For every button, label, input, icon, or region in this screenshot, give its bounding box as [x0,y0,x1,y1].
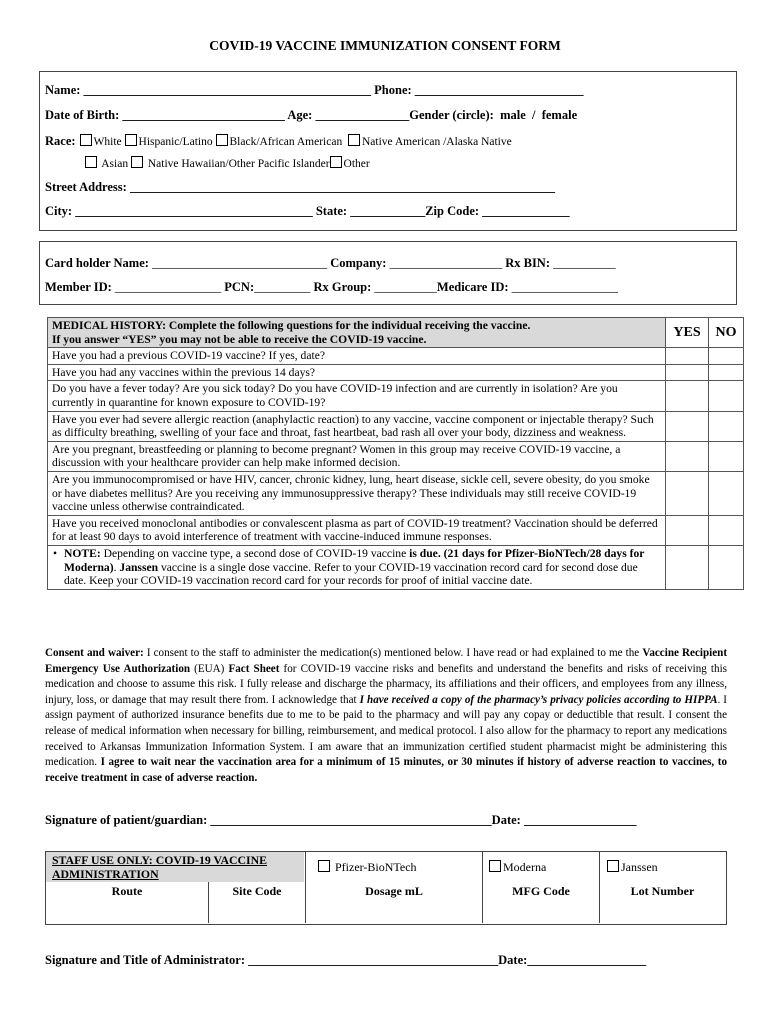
table-row [48,411,744,441]
admin-date-label: Date: [498,953,528,967]
note-text: Depending on vaccine type, a second dose of COVID-19 vaccine [100,546,410,560]
phone-label: Phone: [374,83,412,97]
question-text: Are you immunocompromised or have HIV, cancer, chronic kidney, lung, heart disease, sickle cell, severe obesity, do you smoke or have diabetes mellitus? Are you receiving any immunosuppressive therapy? These individuals may still receive COVID-19 vaccine unless otherwise contraindicated. [48,471,666,515]
note-dose-interval: is due. (21 days for Pfizer-BioNTech/28 days for Moderna) [64,546,645,574]
janssen-label: Janssen [621,860,658,874]
fact-sheet-text: Fact Sheet [228,662,280,675]
cardholder-label: Card holder Name: [45,256,149,270]
pfizer-label: Pfizer-BioNTech [335,860,417,874]
medical-header-line1: MEDICAL HISTORY: Complete the following questions for the individual receiving the vaccine. [52,319,531,332]
state-field[interactable]: ____________ [350,204,426,218]
yes-answer-cell[interactable] [666,364,709,381]
rxbin-label: Rx BIN: [505,256,550,270]
note-empty-cell [709,545,744,589]
staff-column-site: Site Code [232,884,282,898]
no-answer-cell[interactable] [709,471,744,515]
city-label: City: [45,204,73,218]
staff-vaccine-janssen [607,860,658,875]
patient-signature-label: Signature of patient/guardian: [45,813,208,827]
wait-agreement-text: I agree to wait near the vaccination area for a minimum of 15 minutes, or 30 minutes if history of adverse reaction to vaccines, to receive treatment in case of adverse reaction. [45,756,727,784]
company-label: Company: [330,256,387,270]
street-label: Street Address: [45,180,127,194]
name-label: Name: [45,83,81,97]
admin-signature-label: Signature and Title of Administrator: [45,953,246,967]
note-cell [48,545,666,589]
pfizer-checkbox[interactable] [318,860,330,872]
question-text: Have you had any vaccines within the previous 14 days? [48,364,666,381]
question-text: Have you ever had severe allergic reaction (anaphylactic reaction) to any vaccine, vaccine component or injectable therapy? Such as difficulty breathing, swelling of your face and throat, fast heartbeat, bad rash all over your body, dizziness and weakness. [48,411,666,441]
table-row [48,471,744,515]
gender-label: Gender (circle): [409,108,494,122]
rxgroup-field[interactable]: __________ [371,280,437,294]
medical-history-table [47,317,744,590]
bullet-icon: • [53,546,58,560]
hipaa-text: I have received a copy of the pharmacy’s privacy policies according to HIPPA [359,693,718,706]
rxbin-field[interactable]: __________ [550,256,616,270]
note-text: . [113,560,120,574]
race-row-2 [85,156,370,170]
dob-row [45,108,577,123]
no-header: NO [709,318,744,348]
race-other-label: Other [343,158,370,170]
moderna-label: Moderna [503,860,547,874]
race-asian-label: Asian [101,158,129,170]
yes-answer-cell[interactable] [666,515,709,545]
form-title: COVID-19 VACCINE IMMUNIZATION CONSENT FORM [209,38,561,53]
race-other-checkbox[interactable] [330,156,342,168]
question-text: Are you pregnant, breastfeeding or planning to become pregnant? Women in this group may receive COVID-19 vaccine, a discussion with your healthcare provider can help make informed decision. [48,441,666,471]
staff-vaccine-pfizer [318,860,417,875]
name-field[interactable]: ______________________________________________ [83,83,372,97]
no-answer-cell[interactable] [709,441,744,471]
consent-text: for COVID-19 vaccine risks and benefits and understand the benefits and risks of receiving this medication and choose to assume this risk. I fully release and discharge the pharmacy, its affiliations and their officers, and employees from any illness, injury, loss, or damage that may result there from. I acknowledge that [45,662,727,706]
consent-label: Consent and waiver: [45,647,144,659]
medicare-label: Medicare ID: [436,280,509,294]
admin-signature-row [45,953,646,968]
yes-answer-cell[interactable] [666,411,709,441]
no-answer-cell[interactable] [709,348,744,365]
no-answer-cell[interactable] [709,411,744,441]
table-row [48,348,744,365]
pcn-field[interactable]: _________ [254,280,311,294]
staff-title: STAFF USE ONLY: COVID-19 VACCINE ADMINISTRATION [52,853,268,881]
phone-field[interactable]: ___________________________ [414,83,584,97]
race-hawaiian-checkbox[interactable] [131,156,143,168]
note-row [48,545,744,589]
note-text: vaccine is a single dose vaccine. Refer to your COVID-19 vaccination record card for second dose due date. Keep your COVID-19 vaccination record card for your records for proof of initial vaccine date. [64,560,638,588]
race-black-label: Black/African American [229,136,343,148]
eua-text: Vaccine Recipient Emergency Use Authorization [45,647,728,675]
race-native-american-checkbox[interactable] [348,134,360,146]
question-text: Have you received monoclonal antibodies or convalescent plasma as part of COVID-19 treatment? Vaccination should be deferred for at least 90 days to avoid interference of treatment with vaccine-induced immune responses. [48,515,666,545]
janssen-checkbox[interactable] [607,860,619,872]
age-field[interactable]: _______________ [315,108,410,122]
consent-text: (EUA) [190,662,229,675]
admin-signature-field[interactable]: ________________________________________ [245,953,499,967]
street-field[interactable]: ____________________________________________________________________ [129,180,555,194]
patient-date-label: Date: [491,813,521,827]
yes-answer-cell[interactable] [666,471,709,515]
consent-paragraph [45,646,727,786]
consent-text: . I assign payment of authorized insurance benefits due to me to be paid to the pharmacy and will pay any copay or deductible that result. I consent the release of medical information when necessary for billing, reimbursement, and medical protocol. I also allow for the pharmacy to report any medications received to Arkansas Immunization Information System. I am aware that an immunization certified student pharmacist might be administering this medication. [45,693,727,769]
dob-label: Date of Birth: [45,108,120,122]
yes-answer-cell[interactable] [666,441,709,471]
race-native-american-label: Native American /Alaska Native [361,136,512,148]
table-row [48,364,744,381]
note-label: NOTE: [64,546,101,560]
medical-header [48,318,666,348]
patient-signature-row [45,813,636,828]
state-label: State: [315,204,348,218]
medical-header-line2: If you answer “YES” you may not be able to receive the COVID-19 vaccine. [52,332,427,346]
medicare-field[interactable]: _________________ [508,280,618,294]
yes-answer-cell[interactable] [666,348,709,365]
staff-vaccine-moderna [489,860,546,875]
dob-field[interactable]: __________________________ [122,108,285,122]
age-label: Age: [287,108,313,122]
patient-signature-field[interactable]: _____________________________________________ [207,813,492,827]
race-white-checkbox[interactable] [80,134,92,146]
yes-answer-cell[interactable] [666,381,709,411]
rxgroup-label: Rx Group: [313,280,372,294]
no-answer-cell[interactable] [709,364,744,381]
admin-date-field[interactable]: ___________________ [527,953,647,967]
no-answer-cell[interactable] [709,515,744,545]
table-row [48,381,744,411]
staff-column-mfg: MFG Code [512,884,570,898]
member-field[interactable]: _________________ [111,280,222,294]
race-hispanic-label: Hispanic/Latino [138,136,213,148]
company-field[interactable]: __________________ [386,256,503,270]
no-answer-cell[interactable] [709,381,744,411]
cardholder-field[interactable]: ____________________________ [148,256,328,270]
member-label: Member ID: [45,280,112,294]
race-hawaiian-label: Native Hawaiian/Other Pacific Islander [147,158,330,170]
zip-label: Zip Code: [425,204,480,218]
street-row [45,180,555,195]
race-asian-checkbox[interactable] [85,156,97,168]
race-row-1 [45,132,512,150]
pcn-label: PCN: [224,280,255,294]
race-black-checkbox[interactable] [216,134,228,146]
city-row [45,204,570,219]
table-row [48,515,744,545]
patient-date-field[interactable]: __________________ [520,813,637,827]
table-row [48,441,744,471]
zip-field[interactable]: ______________ [482,204,570,218]
member-row [45,280,618,295]
consent-text: I consent to the staff to administer the medication(s) mentioned below. I have read or had explained to me the [143,647,643,659]
note-empty-cell [666,545,709,589]
staff-column-lot: Lot Number [630,884,695,898]
staff-column-dosage: Dosage mL [365,884,423,898]
name-row [45,83,584,98]
medical-header-row [48,318,744,348]
gender-options[interactable]: male / female [500,108,578,122]
city-field[interactable]: ______________________________________ [75,204,313,218]
staff-column-route: Route [111,884,143,898]
cardholder-row [45,256,616,271]
note-janssen: Janssen [119,560,159,574]
race-label: Race: [45,134,76,148]
race-hispanic-checkbox[interactable] [125,134,137,146]
race-white-label: White [93,136,122,148]
question-text: Have you had a previous COVID-19 vaccine? If yes, date? [48,348,666,365]
moderna-checkbox[interactable] [489,860,501,872]
insurance-box [39,241,737,305]
question-text: Do you have a fever today? Are you sick today? Do you have COVID-19 infection and are currently in isolation? Are you currently in quarantine for known exposure to COVID-19? [48,381,666,411]
yes-header: YES [666,318,709,348]
